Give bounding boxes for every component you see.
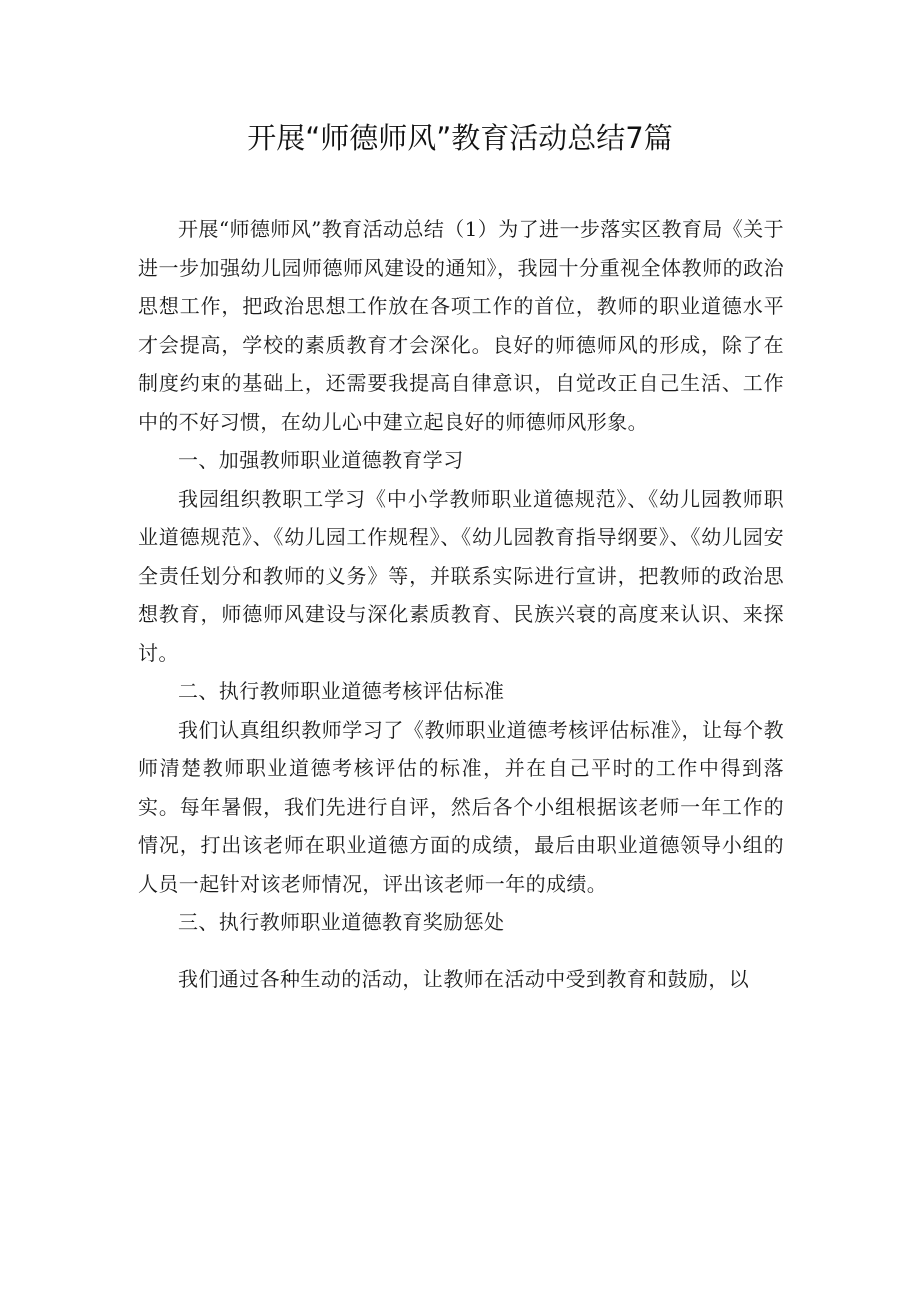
section-heading-1: 一、加强教师职业道德教育学习 <box>178 448 464 472</box>
paragraph-section-3: 我们通过各种生动的活动，让教师在活动中受到教育和鼓励，以 <box>178 966 750 991</box>
document-body <box>138 210 784 998</box>
paragraph-section-1: 我园组织教职工学习《中小学教师职业道德规范》、《幼儿园教师职业道德规范》、《幼儿园工作规程》、《幼儿园教育指导纲要》、《幼儿园安全责任划分和教师的义务》等，并联系实际进行宣讲，把教师的政治思想教育，师德师风建设与深化素质教育、民族兴衰的高度来认识、来探讨。 <box>138 486 784 665</box>
section-heading-2: 二、执行教师职业道德考核评估标准 <box>178 679 505 703</box>
paragraph-intro: 开展“师德师风”教育活动总结（1）为了进一步落实区教育局《关于进一步加强幼儿园师德师风建设的通知》，我园十分重视全体教师的政治思想工作，把政治思想工作放在各项工作的首位，教师的职业道德水平才会提高，学校的素质教育才会深化。良好的师德师风的形成，除了在制度约束的基础上，还需要我提高自律意识，自觉改正自己生活、工作中的不好习惯，在幼儿心中建立起良好的师德师风形象。 <box>138 217 784 434</box>
paragraph-section-2: 我们认真组织教师学习了《教师职业道德考核评估标准》，让每个教师清楚教师职业道德考核评估的标准，并在自己平时的工作中得到落实。每年暑假，我们先进行自评，然后各个小组根据该老师一年工作的情况，打出该老师在职业道德方面的成绩，最后由职业道德领导小组的人员一起针对该老师情况，评出该老师一年的成绩。 <box>138 717 784 896</box>
section-heading-3: 三、执行教师职业道德教育奖励惩处 <box>178 910 505 934</box>
document-title: 开展“师德师风”教育活动总结7篇 <box>247 121 673 155</box>
